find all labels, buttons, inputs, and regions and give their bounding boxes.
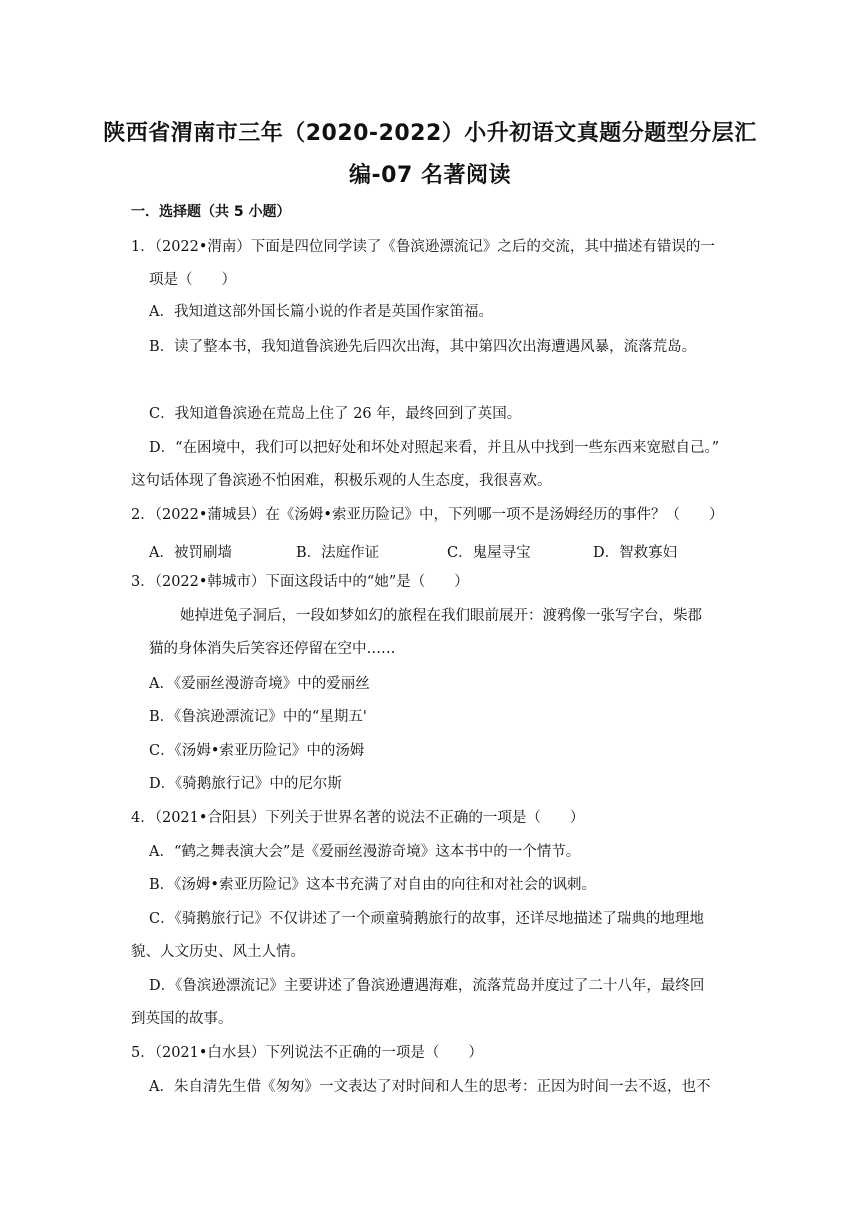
question-1-option-c: C．我知道鲁滨逊在荒岛上住了 26 年，最终回到了英国。 (149, 406, 522, 422)
question-1-option-b: B．读了整本书，我知道鲁滨逊先后四次出海，其中第四次出海遭遇风暴，流落荒岛。 (149, 339, 697, 355)
question-2-stem: 2．（2022•蒲城县）在《汤姆•索亚历险记》中，下列哪一项不是汤姆经历的事件？（ ） (131, 507, 724, 523)
question-4-option-d: D．《鲁滨逊漂流记》主要讲述了鲁滨逊遭遇海难，流落荒岛并度过了二十八年，最终回 (149, 978, 705, 994)
question-2-option-d: D．智救寡妇 (593, 545, 678, 561)
question-4-option-d-cont: 到英国的故事。 (131, 1011, 233, 1027)
question-3-option-b: B．《鲁滨逊漂流记》中的“星期五' (149, 709, 367, 725)
question-1-option-d: D．“在困境中，我们可以把好处和坏处对照起来看，并且从中找到一些东西来宽慰自己。” (149, 440, 720, 456)
question-2-options (149, 541, 749, 561)
question-4-option-c: C．《骑鹅旅行记》不仅讲述了一个顽童骑鹅旅行的故事，还详尽地描述了瑞典的地理地 (149, 911, 704, 927)
question-1-stem: 1．（2022•渭南）下面是四位同学读了《鲁滨逊漂流记》之后的交流，其中描述有错误的一 (131, 239, 715, 255)
section-heading: 一．选择题（共 5 小题） (131, 204, 291, 220)
question-3-passage-cont: 猫的身体消失后笑容还停留在空中…… (149, 641, 396, 657)
question-2-option-b: B．法庭作证 (296, 545, 380, 561)
document-title-line1: 陕西省渭南市三年（2020-2022）小升初语文真题分题型分层汇 (103, 121, 757, 146)
question-3-stem: 3．（2022•韩城市）下面这段话中的“她”是（ ） (131, 574, 469, 590)
question-3-option-d: D．《骑鹅旅行记》中的尼尔斯 (149, 776, 342, 792)
question-4-option-a: A．“鹤之舞表演大会”是《爱丽丝漫游奇境》这本书中的一个情节。 (149, 844, 581, 860)
question-3-passage: 她掉进兔子洞后，一段如梦如幻的旅程在我们眼前展开：渡鸦像一张写字台，柴郡 (180, 608, 702, 624)
question-1-option-d-cont: 这句话体现了鲁滨逊不怕困难，积极乐观的人生态度，我很喜欢。 (131, 473, 552, 489)
question-3-option-a: A．《爱丽丝漫游奇境》中的爱丽丝 (149, 676, 370, 692)
question-4-option-c-cont: 貌、人文历史、风土人情。 (131, 944, 305, 960)
question-2-option-a: A．被罚刷墙 (149, 545, 232, 561)
question-4-option-b: B．《汤姆•索亚历险记》这本书充满了对自由的向往和对社会的讽刺。 (149, 877, 596, 893)
question-1-stem-cont: 项是（ ） (149, 272, 236, 288)
question-3-option-c: C．《汤姆•索亚历险记》中的汤姆 (149, 743, 365, 759)
question-1-option-a: A．我知道这部外国长篇小说的作者是英国作家笛福。 (149, 304, 493, 320)
question-5-option-a: A．朱自清先生借《匆匆》一文表达了对时间和人生的思考：正因为时间一去不返，也不 (149, 1079, 711, 1095)
document-title-line2: 编-07 名著阅读 (349, 163, 511, 188)
question-2-option-c: C．鬼屋寻宝 (447, 545, 531, 561)
question-5-stem: 5．（2021•白水县）下列说法不正确的一项是（ ） (131, 1045, 483, 1061)
question-4-stem: 4．（2021•合阳县）下列关于世界名著的说法不正确的一项是（ ） (131, 810, 585, 826)
